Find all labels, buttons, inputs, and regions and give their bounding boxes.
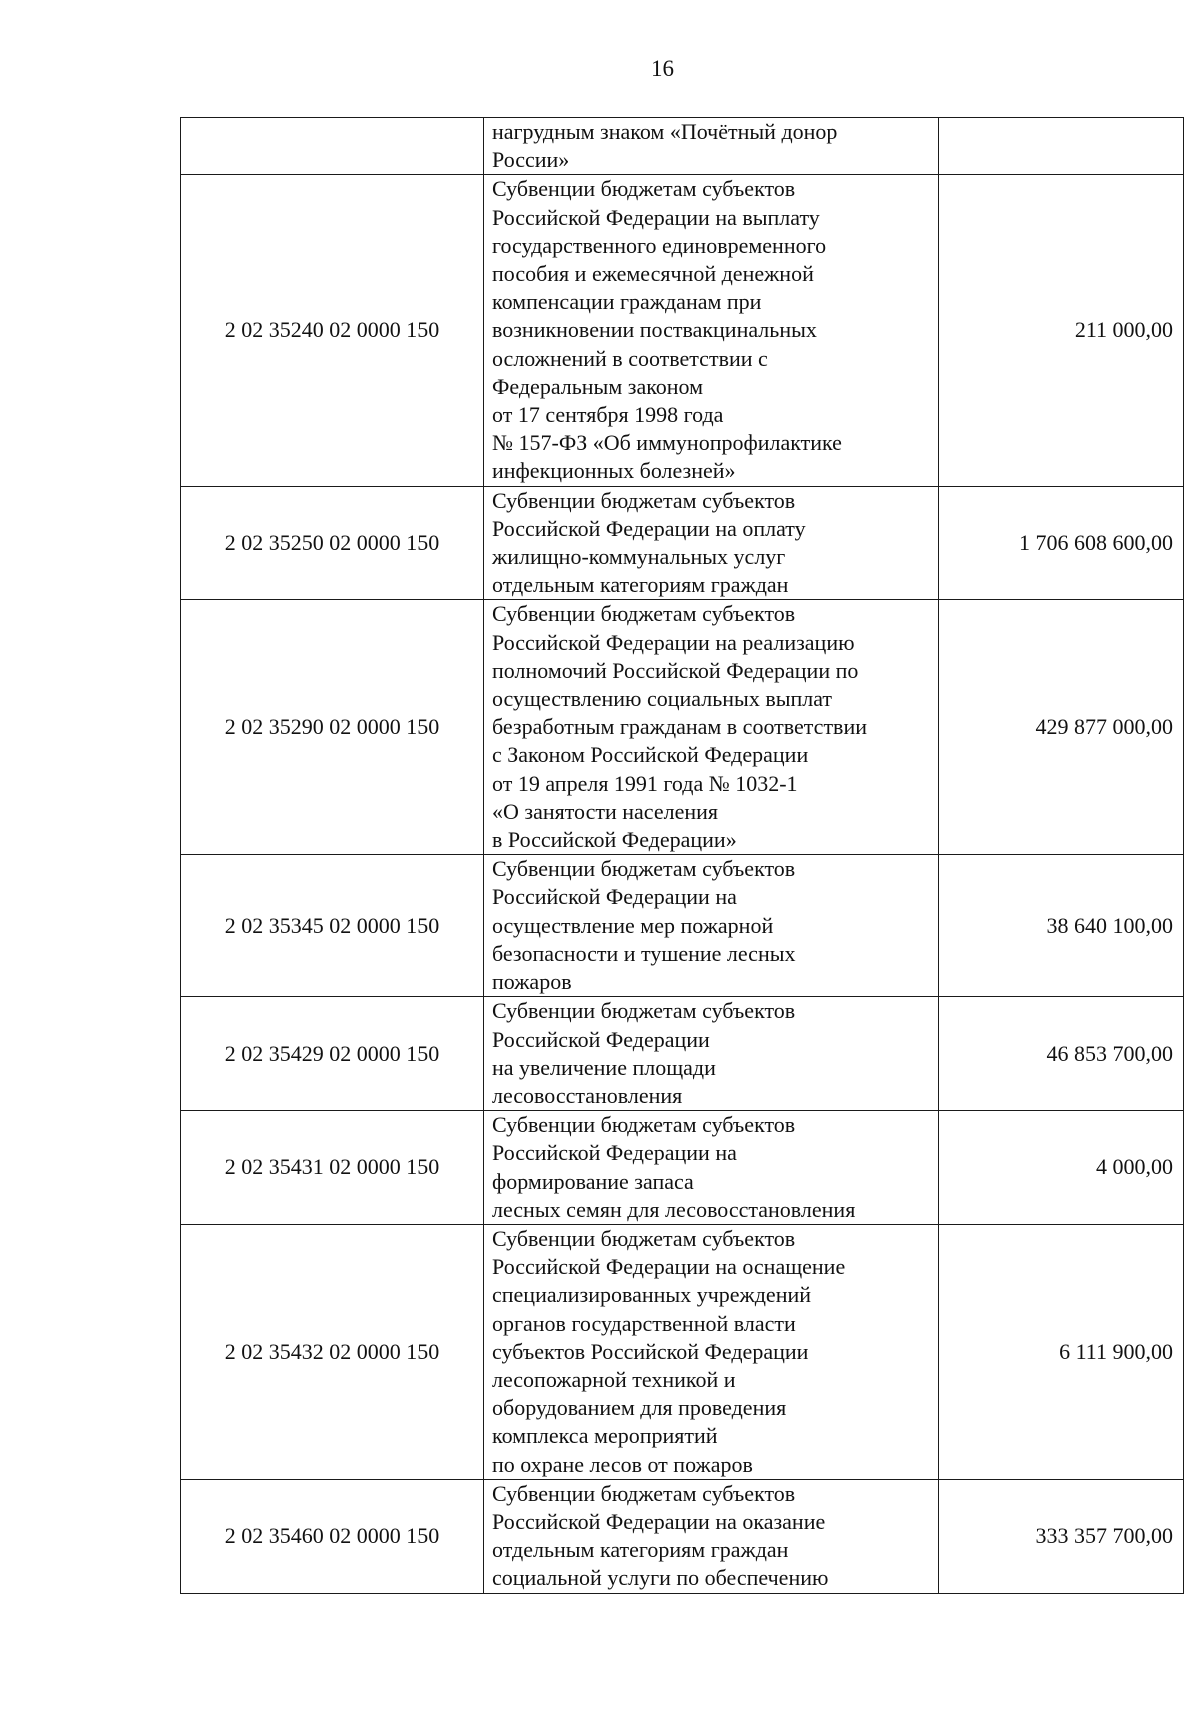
description-line: с Законом Российской Федерации [492,742,809,768]
amount-cell: 46 853 700,00 [939,997,1184,1111]
description-line: Российской Федерации на оплату [492,515,806,541]
description-line: Субвенции бюджетам субъектов [492,1480,796,1506]
amount-cell [939,118,1184,175]
table-row [181,486,1184,600]
description-line: комплекса мероприятий [492,1423,718,1449]
amount-cell: 1 706 608 600,00 [939,486,1184,600]
description-line: «О занятости населения [492,798,719,824]
budget-code-cell: 2 02 35429 02 0000 150 [181,997,484,1111]
description-line: субъектов Российской Федерации [492,1338,809,1364]
budget-table-body [181,118,1184,1594]
budget-code-cell [181,118,484,175]
description-line: Российской Федерации на реализацию [492,629,855,655]
amount-cell: 4 000,00 [939,1111,1184,1225]
budget-code-cell: 2 02 35250 02 0000 150 [181,486,484,600]
description-line: Субвенции бюджетам субъектов [492,601,796,627]
description-line: Российской Федерации на [492,884,737,910]
description-line: лесопожарной техникой и [492,1366,736,1392]
description-line: Российской Федерации на оказание [492,1508,826,1534]
description-cell [484,486,939,600]
description-line: органов государственной власти [492,1310,796,1336]
description-cell [484,600,939,855]
table-row [181,118,1184,175]
description-line: государственного единовременного [492,232,827,258]
description-line: осуществлению социальных выплат [492,686,833,712]
description-line: отдельным категориям граждан [492,572,789,598]
table-row [181,175,1184,486]
table-row [181,1111,1184,1225]
description-cell [484,855,939,997]
description-line: компенсации гражданам при [492,289,762,315]
amount-cell: 211 000,00 [939,175,1184,486]
budget-code-cell: 2 02 35432 02 0000 150 [181,1224,484,1479]
description-line: Российской Федерации на выплату [492,204,820,230]
description-line: России» [492,147,570,173]
description-line: инфекционных болезней» [492,458,736,484]
description-line: Субвенции бюджетам субъектов [492,1225,796,1251]
budget-code-cell: 2 02 35431 02 0000 150 [181,1111,484,1225]
description-line: пособия и ежемесячной денежной [492,261,814,287]
description-cell [484,1111,939,1225]
description-line: безопасности и тушение лесных [492,940,796,966]
description-line: осложнений в соответствии с [492,345,768,371]
table-row [181,997,1184,1111]
amount-cell: 6 111 900,00 [939,1224,1184,1479]
amount-cell: 38 640 100,00 [939,855,1184,997]
description-cell [484,118,939,175]
description-line: нагрудным знаком «Почётный донор [492,119,838,144]
description-line: Субвенции бюджетам субъектов [492,856,796,882]
description-line: возникновении поствакцинальных [492,317,817,343]
description-line: отдельным категориям граждан [492,1537,789,1563]
description-line: на увеличение площади [492,1054,716,1080]
description-line: безработным гражданам в соответствии [492,714,867,740]
description-line: Российской Федерации на оснащение [492,1254,846,1280]
description-line: от 17 сентября 1998 года [492,402,724,428]
description-cell [484,1479,939,1593]
table-row [181,855,1184,997]
budget-table [180,117,1184,1594]
table-row [181,600,1184,855]
amount-cell: 333 357 700,00 [939,1479,1184,1593]
description-line: полномочий Российской Федерации по [492,657,859,683]
description-line: специализированных учреждений [492,1282,812,1308]
description-line: Субвенции бюджетам субъектов [492,1112,796,1138]
description-cell [484,175,939,486]
description-line: жилищно-коммунальных услуг [492,544,786,570]
page-number: 16 [651,56,674,81]
table-row [181,1479,1184,1593]
budget-code-cell: 2 02 35240 02 0000 150 [181,175,484,486]
description-line: Российской Федерации на [492,1140,737,1166]
amount-cell: 429 877 000,00 [939,600,1184,855]
description-cell [484,1224,939,1479]
description-line: пожаров [492,969,572,995]
description-line: Субвенции бюджетам субъектов [492,998,796,1024]
budget-code-cell: 2 02 35460 02 0000 150 [181,1479,484,1593]
description-line: формирование запаса [492,1168,694,1194]
description-line: в Российской Федерации» [492,827,737,853]
description-line: лесных семян для лесовосстановления [492,1196,856,1222]
table-row [181,1224,1184,1479]
budget-code-cell: 2 02 35345 02 0000 150 [181,855,484,997]
description-line: Субвенции бюджетам субъектов [492,176,796,202]
description-line: лесовосстановления [492,1082,683,1108]
description-line: оборудованием для проведения [492,1395,787,1421]
description-line: осуществление мер пожарной [492,912,774,938]
description-line: Федеральным законом [492,373,704,399]
description-line: Российской Федерации [492,1026,710,1052]
description-line: № 157-ФЗ «Об иммунопрофилактике [492,430,842,456]
description-line: по охране лесов от пожаров [492,1451,753,1477]
description-line: Субвенции бюджетам субъектов [492,487,796,513]
description-line: социальной услуги по обеспечению [492,1565,829,1591]
budget-code-cell: 2 02 35290 02 0000 150 [181,600,484,855]
description-line: от 19 апреля 1991 года № 1032-1 [492,770,798,796]
description-cell [484,997,939,1111]
